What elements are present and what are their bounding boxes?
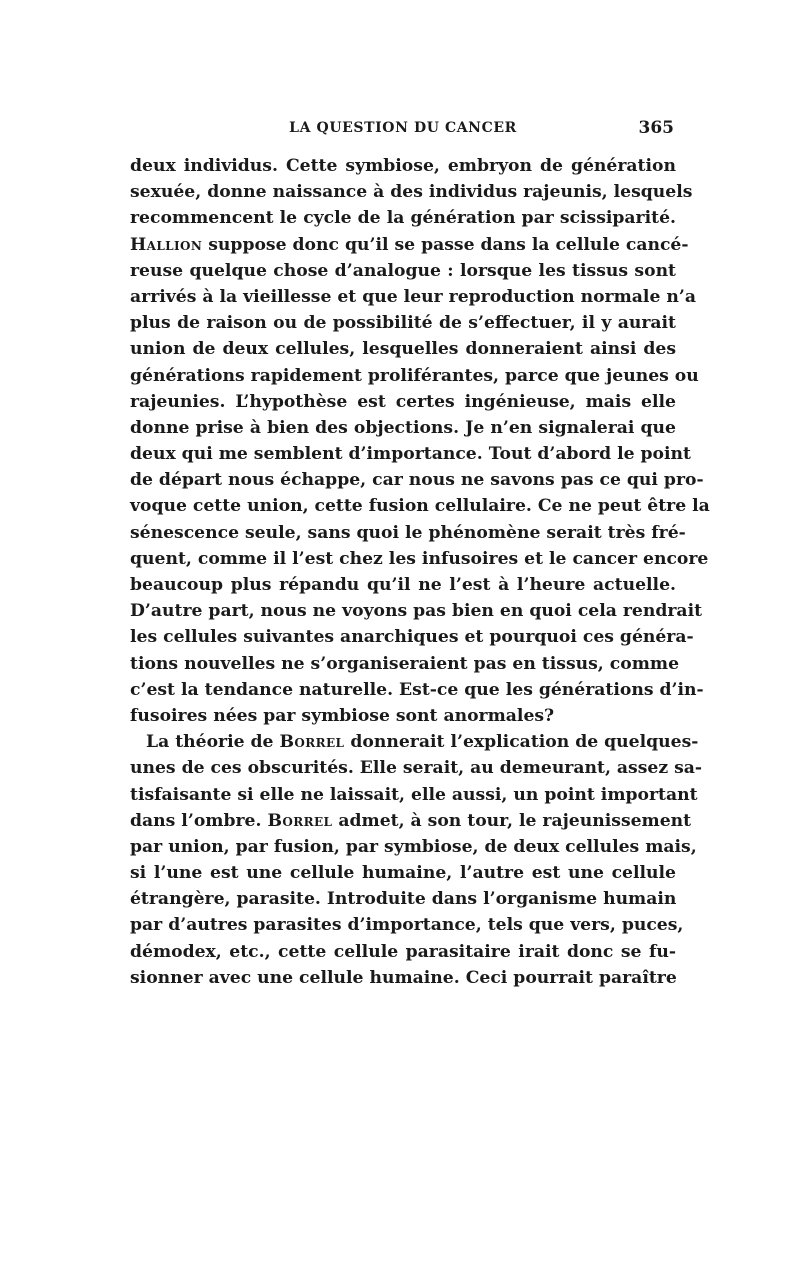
text-segment: beaucoup plus répandu qu’il ne l’est à l’heure actuelle. [130,575,676,595]
text-segment: plus de raison ou de possibilité de s’effectuer, il y aurait [130,313,676,334]
running-head [128,120,678,142]
text-line [130,363,699,389]
text-segment: unes de ces obscurités. Elle serait, au demeurant, assez sa- [130,758,703,779]
author-name: Borrel [267,810,333,831]
text-segment: si l’une est une cellule humaine, l’autre est une cellule [130,863,676,884]
text-segment: arrivés à la vieillesse et que leur reproduction normale n’a [130,286,696,307]
body-text [130,153,710,991]
text-segment: tisfaisante si elle ne laissait, elle aussi, un point important [130,784,698,805]
text-segment: suppose donc qu’il se passe dans la cellule cancé- [202,234,689,255]
author-name: Borrel [279,732,345,753]
text-segment: dans l’ombre. [130,810,268,831]
text-segment: La théorie de [146,732,280,753]
text-line [130,886,676,912]
page-number: 365 [638,118,674,138]
text-segment: reuse quelque chose d’analogue : lorsque les tissus sont [130,260,676,281]
text-segment: recommencent le cycle de la génération par scissiparité. [130,208,676,229]
text-segment: de départ nous échappe, car nous ne savons pas ce qui pro- [130,470,704,491]
text-line [130,624,694,650]
text-segment: sexuée, donne naissance à des individus rajeunis, lesquels [130,182,693,203]
text-line [130,467,704,493]
text-segment: admet, à son tour, le rajeunissement [332,810,692,831]
text-line [130,965,676,991]
text-line [130,808,692,834]
text-line [130,572,676,598]
text-line [130,860,676,886]
author-name: Hallion [130,234,203,255]
text-line [130,651,680,677]
text-segment: D’autre part, nous ne voyons pas bien en quoi cela rendrait [130,601,703,622]
text-line [130,782,698,808]
text-segment: rajeunies. L’hypothèse est certes ingénieuse, mais elle [130,391,676,412]
text-line [130,258,676,284]
text-segment: par union, par fusion, par symbiose, de deux cellules mais, [130,836,697,857]
text-line [130,520,686,546]
text-segment: voque cette union, cette fusion cellulaire. Ce ne peut être la [130,496,710,517]
text-line [130,179,693,205]
text-line [130,232,689,258]
text-line [130,834,697,860]
text-line [130,939,676,965]
text-segment: union de deux cellules, lesquelles donneraient ainsi des [130,339,676,360]
text-segment: par d’autres parasites d’importance, tels que vers, puces, [130,915,684,936]
text-segment: démodex, etc., cette cellule parasitaire irait donc se fu- [130,941,676,962]
text-segment: sionner avec une cellule humaine. Ceci pourrait paraître [130,967,677,988]
text-line [130,415,676,441]
text-line [130,205,676,231]
text-line [130,546,709,572]
text-line [130,284,696,310]
text-segment: les cellules suivantes anarchiques et pourquoi ces généra- [130,627,694,648]
text-line [130,755,703,781]
text-segment: donnerait l’explication de quelques- [344,732,699,753]
text-line [130,598,703,624]
running-title: LA QUESTION DU CANCER [289,120,517,136]
text-segment: tions nouvelles ne s’organiseraient pas en tissus, comme [130,653,680,674]
text-line [130,336,676,362]
text-segment: donne prise à bien des objections. Je n’en signalerai que [130,417,676,438]
text-segment: générations rapidement proliférantes, parce que jeunes ou [130,365,699,386]
text-segment: deux individus. Cette symbiose, embryon de génération [130,156,676,176]
text-segment: c’est la tendance naturelle. Est-ce que les générations d’in- [130,679,704,700]
text-line [130,729,699,755]
text-line [130,912,684,938]
text-line [130,389,676,415]
text-line [130,703,676,729]
text-segment: fusoires nées par symbiose sont anormales? [130,705,555,726]
text-segment: quent, comme il l’est chez les infusoires et le cancer encore [130,548,709,569]
text-segment: sénescence seule, sans quoi le phénomène serait très fré- [130,522,686,543]
text-line [130,677,704,703]
text-segment: étrangère, parasite. Introduite dans l’organisme humain [130,889,677,910]
text-line [130,310,676,336]
text-line [130,441,691,467]
text-segment: deux qui me semblent d’importance. Tout d’abord le point [130,444,691,465]
text-line [130,493,710,519]
text-line [130,153,676,179]
